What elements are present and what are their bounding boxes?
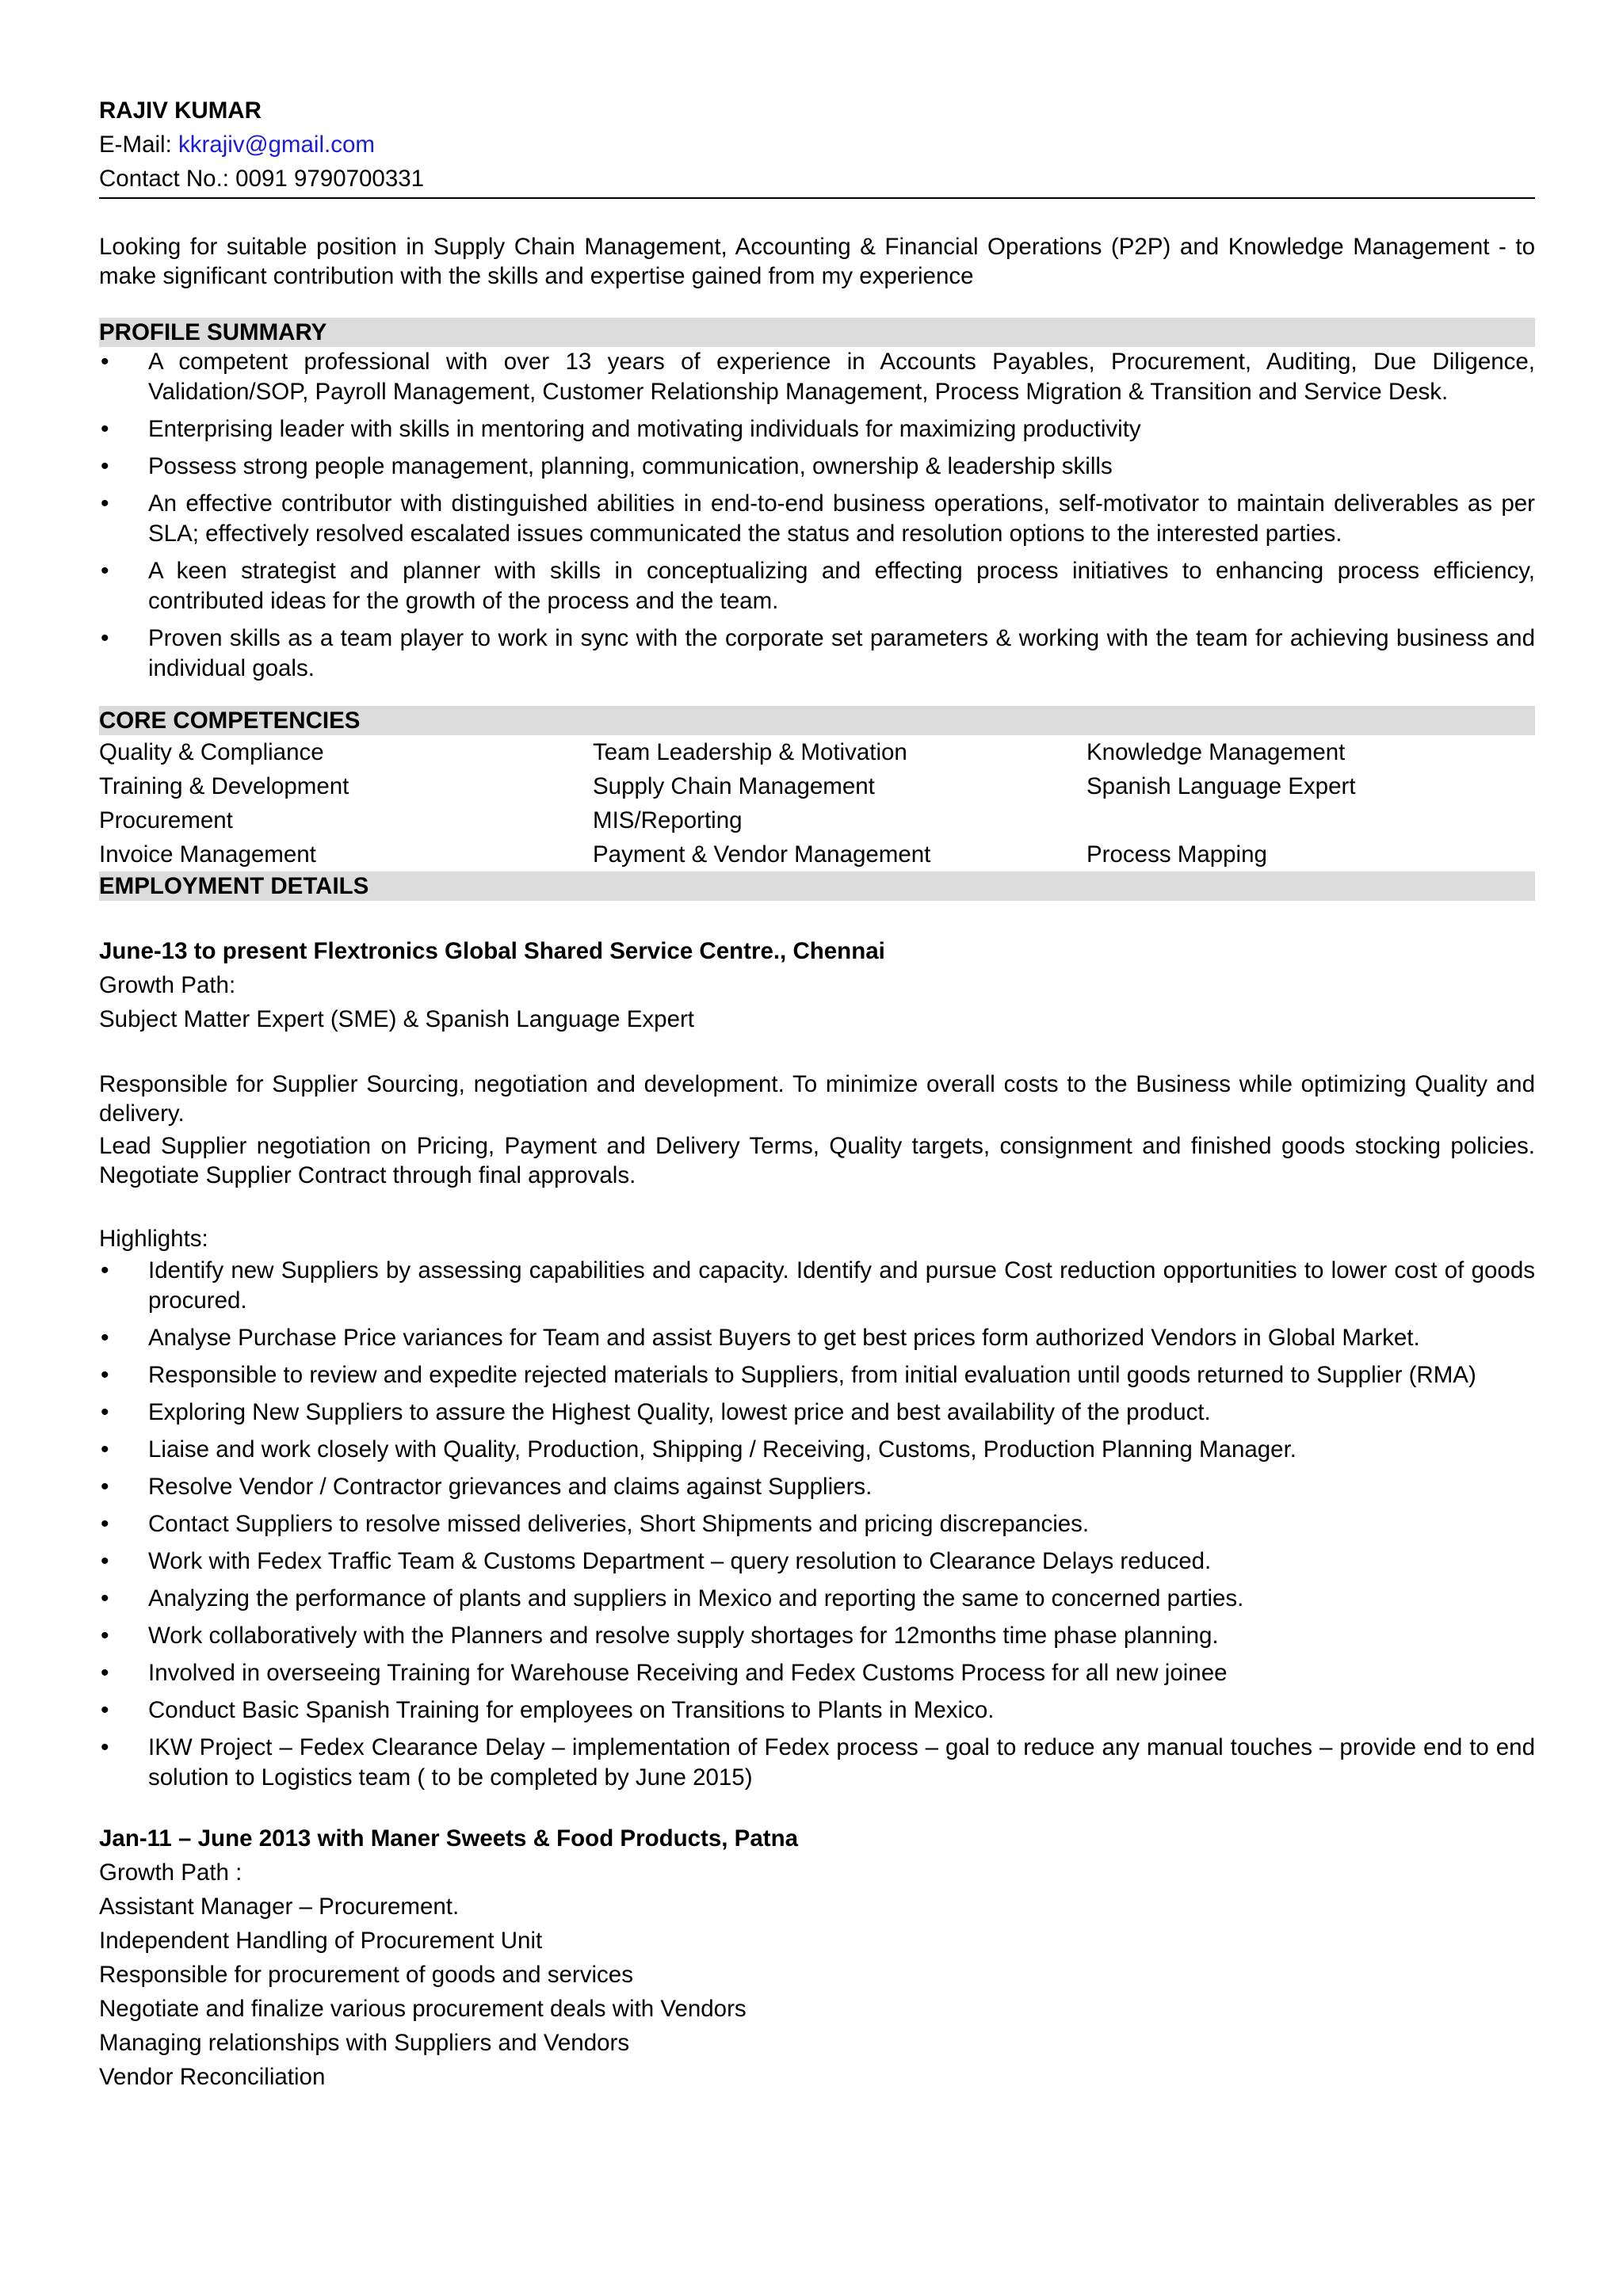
list-item: • Identify new Suppliers by assessing capabilities and capacity. Identify and pursue Cost reduction opportunities to lower cost of goods procured. bbox=[99, 1256, 1535, 1316]
list-item: • Responsible to review and expedite rejected materials to Suppliers, from initial evaluation until goods returned to Supplier (RMA) bbox=[99, 1360, 1535, 1390]
core-competencies-heading: CORE COMPETENCIES bbox=[99, 706, 1535, 735]
list-item: • Work with Fedex Traffic Team & Customs Department – query resolution to Clearance Delays reduced. bbox=[99, 1547, 1535, 1577]
list-item: • Analyse Purchase Price variances for Team and assist Buyers to get best prices form authorized Vendors in Global Market. bbox=[99, 1323, 1535, 1353]
list-item: • Exploring New Suppliers to assure the Highest Quality, lowest price and best availability of the product. bbox=[99, 1398, 1535, 1428]
email-link[interactable]: kkrajiv@gmail.com bbox=[178, 132, 375, 158]
job-detail-line: Vendor Reconciliation bbox=[99, 2064, 326, 2090]
job-description: Responsible for Supplier Sourcing, negotiation and development. To minimize overall costs to the Business while optimizing Quality and delivery. bbox=[99, 1071, 1535, 1127]
list-item: • Liaise and work closely with Quality, Production, Shipping / Receiving, Customs, Production Planning Manager. bbox=[99, 1435, 1535, 1465]
job-detail-line: Assistant Manager – Procurement. bbox=[99, 1894, 460, 1920]
job-detail-line: Growth Path : bbox=[99, 1859, 242, 1886]
list-item: • IKW Project – Fedex Clearance Delay – implementation of Fedex process – goal to reduce any manual touches – provide end to end solution to Logistics team ( to be completed by June 2015) bbox=[99, 1733, 1535, 1793]
job-flextronics bbox=[99, 934, 1535, 1793]
competency-item: Procurement bbox=[99, 807, 233, 833]
resume-page bbox=[99, 93, 1535, 2094]
list-item: • A keen strategist and planner with skills in conceptualizing and effecting process initiatives to enhancing process efficiency, contributed ideas for the growth of the process and the team. bbox=[99, 556, 1535, 616]
resume-header bbox=[99, 93, 1535, 199]
highlights-label: Highlights: bbox=[99, 1226, 208, 1252]
career-objective: Looking for suitable position in Supply Chain Management, Accounting & Financial Operations (P2P) and Knowledge Management - to make significant contribution with the skills and expertise gained from my experience bbox=[99, 234, 1535, 289]
list-item: • Analyzing the performance of plants and suppliers in Mexico and reporting the same to concerned parties. bbox=[99, 1584, 1535, 1614]
profile-summary-list bbox=[99, 347, 1535, 684]
competency-item: Invoice Management bbox=[99, 841, 316, 868]
competency-item: Process Mapping bbox=[1086, 841, 1267, 868]
competency-item: Knowledge Management bbox=[1086, 739, 1346, 765]
list-item: • Enterprising leader with skills in mentoring and motivating individuals for maximizing productivity bbox=[99, 414, 1535, 444]
highlights-list bbox=[99, 1256, 1535, 1793]
competency-item: Spanish Language Expert bbox=[1086, 773, 1356, 799]
growth-path-label: Growth Path: bbox=[99, 972, 236, 998]
email-label: E-Mail: bbox=[99, 132, 178, 158]
candidate-name: RAJIV KUMAR bbox=[99, 97, 262, 124]
competency-item: Supply Chain Management bbox=[593, 773, 875, 799]
list-item: • Possess strong people management, planning, communication, ownership & leadership skills bbox=[99, 452, 1535, 482]
email-line bbox=[99, 128, 1535, 162]
list-item: • Conduct Basic Spanish Training for employees on Transitions to Plants in Mexico. bbox=[99, 1695, 1535, 1726]
list-item: • Proven skills as a team player to work in sync with the corporate set parameters & working with the team for achieving business and individual goals. bbox=[99, 624, 1535, 684]
competency-grid bbox=[99, 735, 1535, 871]
contact-number: Contact No.: 0091 9790700331 bbox=[99, 162, 1535, 199]
list-item: • An effective contributor with distinguished abilities in end-to-end business operations, self-motivator to maintain deliverables as per SLA; effectively resolved escalated issues communicated the status and resolution options to the interested parties. bbox=[99, 489, 1535, 549]
list-item: • Work collaboratively with the Planners and resolve supply shortages for 12months time phase planning. bbox=[99, 1621, 1535, 1651]
employment-details-heading: EMPLOYMENT DETAILS bbox=[99, 871, 1535, 901]
job-heading: Jan-11 – June 2013 with Maner Sweets & Food Products, Patna bbox=[99, 1825, 798, 1852]
job-detail-line: Managing relationships with Suppliers and Vendors bbox=[99, 2030, 630, 2056]
profile-summary-heading: PROFILE SUMMARY bbox=[99, 318, 1535, 347]
competency-item: Quality & Compliance bbox=[99, 739, 324, 765]
job-detail-line: Responsible for procurement of goods and services bbox=[99, 1962, 633, 1988]
competency-item: MIS/Reporting bbox=[593, 807, 743, 833]
list-item: • A competent professional with over 13 years of experience in Accounts Payables, Procurement, Auditing, Due Diligence, Validation/SOP, Payroll Management, Customer Relationship Management, Process Migration & Transition and Service Desk. bbox=[99, 347, 1535, 407]
competency-item bbox=[1086, 803, 1535, 837]
competency-item: Training & Development bbox=[99, 773, 349, 799]
list-item: • Contact Suppliers to resolve missed deliveries, Short Shipments and pricing discrepancies. bbox=[99, 1509, 1535, 1539]
job-maner-sweets bbox=[99, 1821, 1535, 2094]
job-role: Subject Matter Expert (SME) & Spanish Language Expert bbox=[99, 1006, 694, 1032]
job-description: Lead Supplier negotiation on Pricing, Payment and Delivery Terms, Quality targets, consignment and finished goods stocking policies. Negotiate Supplier Contract through final approvals. bbox=[99, 1133, 1535, 1188]
competency-item: Team Leadership & Motivation bbox=[593, 739, 907, 765]
job-detail-line: Negotiate and finalize various procurement deals with Vendors bbox=[99, 1996, 747, 2022]
list-item: • Resolve Vendor / Contractor grievances and claims against Suppliers. bbox=[99, 1472, 1535, 1502]
job-heading: June-13 to present Flextronics Global Shared Service Centre., Chennai bbox=[99, 938, 885, 964]
job-detail-line: Independent Handling of Procurement Unit bbox=[99, 1928, 543, 1954]
list-item: • Involved in overseeing Training for Warehouse Receiving and Fedex Customs Process for all new joinee bbox=[99, 1658, 1535, 1688]
competency-item: Payment & Vendor Management bbox=[593, 841, 931, 868]
